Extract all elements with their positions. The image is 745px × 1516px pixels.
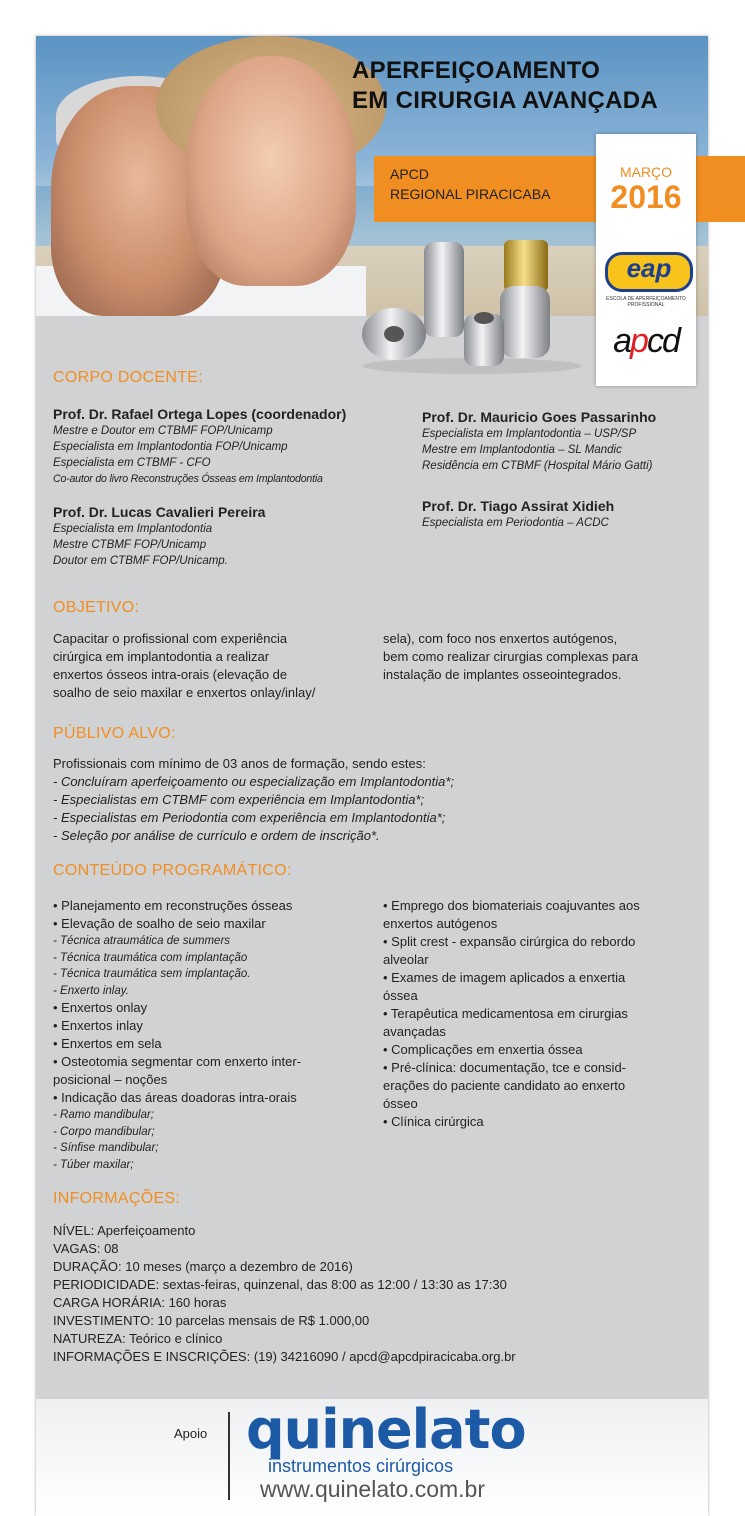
prof-block-tiago: Prof. Dr. Tiago Assirat Xidieh Especialista em Periodontia – ACDC (422, 498, 615, 529)
conteudo-list-col1 (53, 897, 373, 1173)
list-subitem: - Técnica traumática sem implantação. (53, 968, 251, 980)
list-item: • Osteotomia segmentar com enxerto inter- (53, 1054, 302, 1069)
info-row: NÍVEL: Aperfeiçoamento (53, 1223, 196, 1238)
info-row: NATUREZA: Teórico e clínico (53, 1331, 223, 1346)
org-name: APCD REGIONAL PIRACICABA (390, 166, 551, 202)
publico-alvo-text: Profissionais com mínimo de 03 anos de formação, sendo estes: - Concluíram aperfeiçoamento ou especialização em Implantodontia*; - Especialistas em CTBMF com experiência em Implantodontia*; - Especialistas em Periodontia com experiência em Implantodontia*; - Seleção por análise de currículo e ordem de inscrição*. (53, 756, 455, 843)
quinelato-tagline: instrumentos cirúrgicos (268, 1456, 454, 1476)
list-item: • Enxertos onlay (53, 1000, 148, 1015)
list-subitem: - Enxerto inlay. (53, 984, 129, 997)
section-heading-publico-alvo: PÚBLIVO ALVO: (53, 725, 176, 742)
section-heading-corpo-docente: CORPO DOCENTE: (53, 369, 203, 386)
sponsor-url[interactable]: www.quinelato.com.br (260, 1476, 485, 1502)
list-item: • Elevação de soalho de seio maxilar (53, 916, 266, 931)
prof-block-mauricio: Prof. Dr. Mauricio Goes Passarinho Especialista em Implantodontia – USP/SP Mestre em Implantodontia – SL Mandic Residência em CTBMF (Hospital Mário Gatti) (422, 409, 657, 472)
date-badge: MARÇO 2016 eap ESCOLA DE APERFEIÇOAMENTO PROFISSIONAL apcd (596, 134, 696, 386)
list-subitem: - Ramo mandibular; (53, 1109, 154, 1121)
info-row: CARGA HORÁRIA: 160 horas (53, 1295, 227, 1310)
list-item: • Planejamento em reconstruções ósseas (53, 898, 293, 913)
list-item: • Exames de imagem aplicados a enxertia (383, 970, 626, 985)
info-row: VAGAS: 08 (53, 1241, 119, 1256)
woman-photo (186, 56, 356, 286)
eap-logo: eap (605, 252, 693, 292)
list-item: alveolar (383, 952, 429, 967)
list-item: • Complicações em enxertia óssea (383, 1042, 583, 1057)
list-subitem: - Técnica traumática com implantação (53, 951, 248, 964)
list-item: • Indicação das áreas doadoras intra-orais (53, 1090, 297, 1105)
list-subitem: - Corpo mandibular; (53, 1125, 155, 1138)
list-subitem: - Túber maxilar; (53, 1158, 134, 1171)
list-item: erações do paciente candidato ao enxerto (383, 1078, 626, 1093)
informacoes-list (53, 1222, 703, 1366)
list-item: • Pré-clínica: documentação, tce e consid- (383, 1060, 627, 1075)
conteudo-list-col2 (383, 897, 703, 1131)
section-heading-conteudo-programatico: CONTEÚDO PROGRAMÁTICO: (53, 862, 292, 879)
list-item: avançadas (383, 1024, 446, 1039)
list-item: • Emprego dos biomateriais coajuvantes aos (383, 898, 640, 913)
section-heading-objetivo: OBJETIVO: (53, 599, 140, 616)
apoio-label: Apoio (174, 1426, 208, 1441)
prof-block-rafael: Prof. Dr. Rafael Ortega Lopes (coordenador) Mestre e Doutor em CTBMF FOP/Unicamp Especialista em Implantodontia FOP/Unicamp Especialista em CTBMF - CFO Co-autor do livro Reconstruções Ósseas em Implantodontia (53, 406, 347, 485)
flyer-card (36, 36, 708, 1516)
prof-block-lucas: Prof. Dr. Lucas Cavalieri Pereira Especialista em Implantodontia Mestre CTBMF FOP/Unicamp Doutor em CTBMF FOP/Unicamp. (53, 504, 266, 567)
list-subitem: - Técnica atraumática de summers (53, 935, 231, 947)
list-item: • Terapêutica medicamentosa em cirurgias (383, 1006, 628, 1021)
list-item: • Split crest - expansão cirúrgica do rebordo (383, 934, 636, 949)
list-item: • Clínica cirúrgica (383, 1114, 484, 1129)
info-row: INVESTIMENTO: 10 parcelas mensais de R$ 1.000,00 (53, 1313, 370, 1328)
objetivo-text-col2: sela), com foco nos enxertos autógenos, bem como realizar cirurgias complexas para instalação de implantes osseointegrados. (383, 631, 639, 682)
info-row: PERIODICIDADE: sextas-feiras, quinzenal, das 8:00 as 12:00 / 13:30 as 17:30 (53, 1277, 507, 1292)
apcd-logo: apcd (613, 322, 679, 360)
list-item: • Enxertos inlay (53, 1018, 143, 1033)
course-title: APERFEIÇOAMENTO EM CIRURGIA AVANÇADA (352, 57, 658, 114)
info-row: INFORMAÇÕES E INSCRIÇÕES: (19) 34216090 / apcd@apcdpiracicaba.org.br (53, 1349, 516, 1364)
quinelato-logo: quinelato (246, 1398, 526, 1461)
dental-implants-image (354, 234, 594, 374)
list-item: posicional – noções (53, 1072, 168, 1087)
section-heading-informacoes: INFORMAÇÕES: (53, 1190, 181, 1207)
list-item: óssea (383, 988, 418, 1003)
list-item: enxertos autógenos (383, 916, 498, 931)
list-subitem: - Sínfise mandibular; (53, 1142, 159, 1154)
list-item: ósseo (383, 1096, 418, 1111)
info-row: DURAÇÃO: 10 meses (março a dezembro de 2016) (53, 1259, 353, 1274)
objetivo-text-col1: Capacitar o profissional com experiência cirúrgica em implantodontia a realizar enxertos ósseos intra-orais (elevação de soalho de seio maxilar e enxertos onlay/inlay/ (53, 631, 316, 700)
divider (228, 1412, 230, 1500)
list-item: • Enxertos em sela (53, 1036, 162, 1051)
